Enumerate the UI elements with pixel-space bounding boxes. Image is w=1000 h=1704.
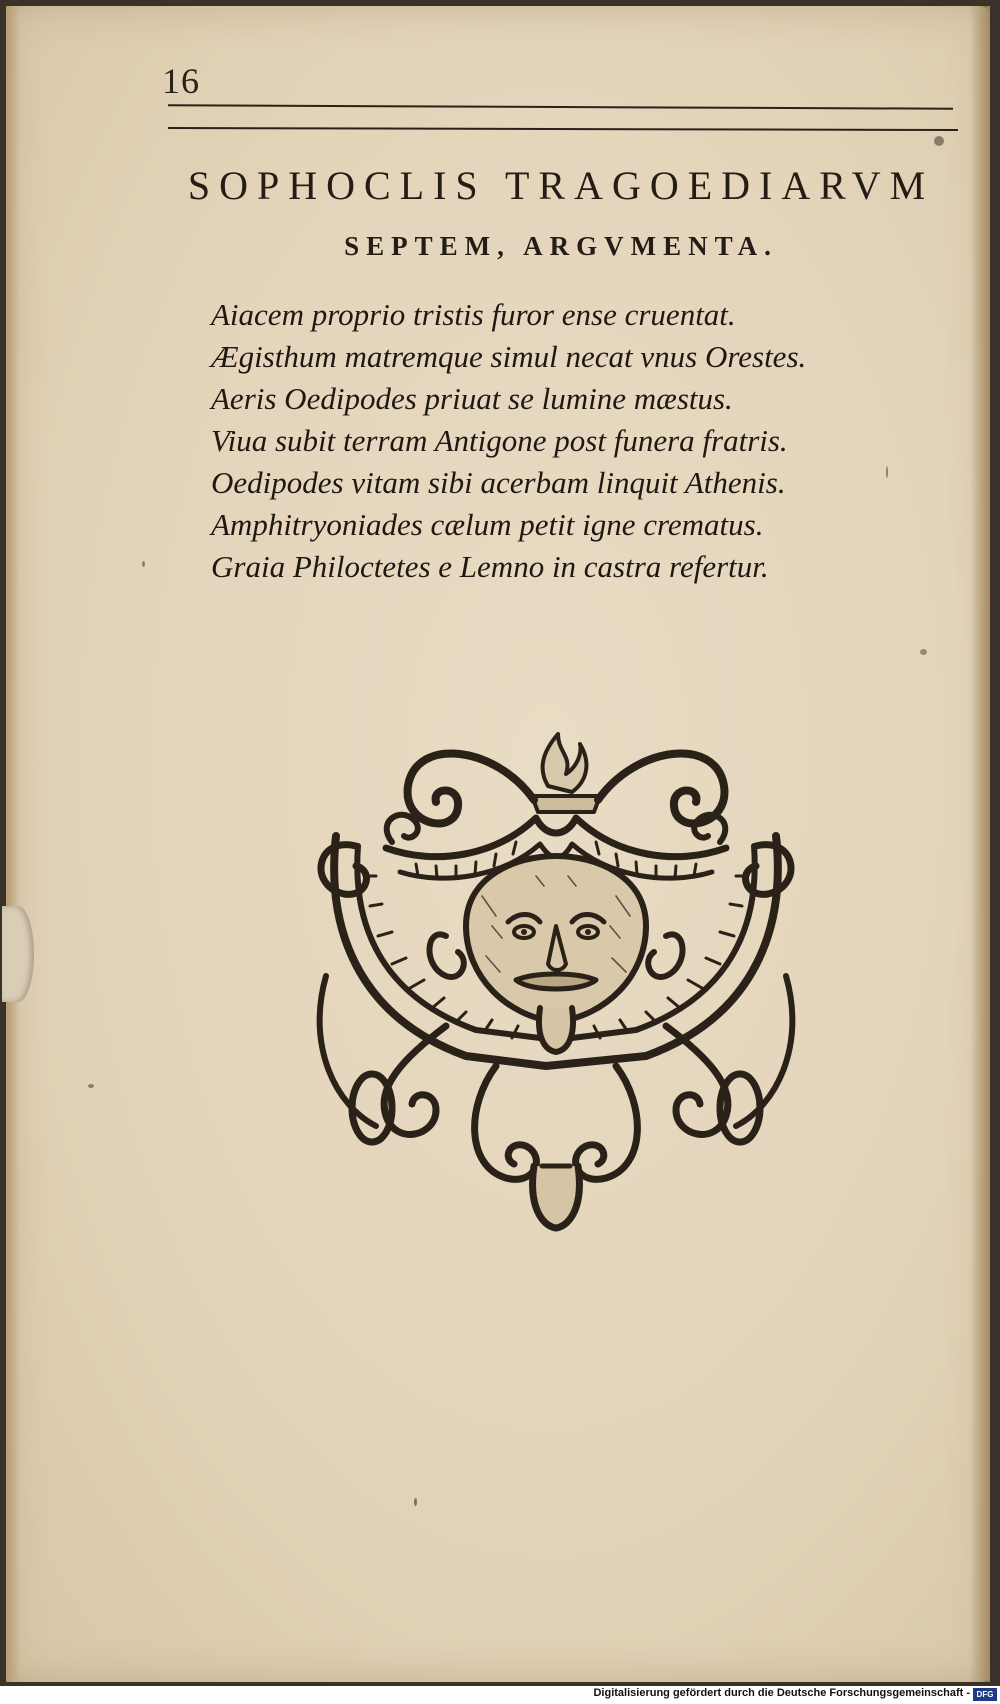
verse-line: Amphitryoniades cælum petit igne crematus. [211, 507, 764, 542]
verse-line: Aeris Oedipodes priuat se lumine mæstus. [211, 381, 733, 416]
page-tab-nub [2, 906, 34, 1002]
paper-speck [934, 136, 944, 146]
book-page [6, 6, 990, 1682]
page-subtitle: SEPTEM, ARGVMENTA. [344, 231, 778, 261]
verse-list [211, 294, 931, 588]
verse-line: Aiacem proprio tristis furor ense cruentat. [211, 297, 736, 332]
verse-line: Oedipodes vitam sibi acerbam linquit Athenis. [211, 465, 786, 500]
page-title: SOPHOCLIS TRAGOEDIARVM [187, 163, 935, 208]
paper-speck [414, 1498, 417, 1506]
header-rule-top [168, 104, 953, 109]
paper-speck [920, 649, 927, 655]
verse-line: Ægisthum matremque simul necat vnus Orestes. [211, 339, 807, 374]
dfg-logo-icon: DFG [973, 1688, 997, 1701]
verse-line: Viua subit terram Antigone post funera fratris. [211, 423, 788, 458]
page-edge-right [970, 6, 990, 1682]
header-rule-bottom [168, 127, 958, 131]
paper-speck [88, 1084, 94, 1088]
verse-line: Graia Philoctetes e Lemno in castra refertur. [211, 549, 769, 584]
page-edge-left [6, 6, 20, 1682]
woodcut-ornament-icon [296, 726, 816, 1286]
page-number: 16 [162, 61, 200, 101]
paper-speck [142, 561, 145, 567]
digitization-credit: Digitalisierung gefördert durch die Deutsche Forschungsgemeinschaft - [593, 1687, 970, 1699]
